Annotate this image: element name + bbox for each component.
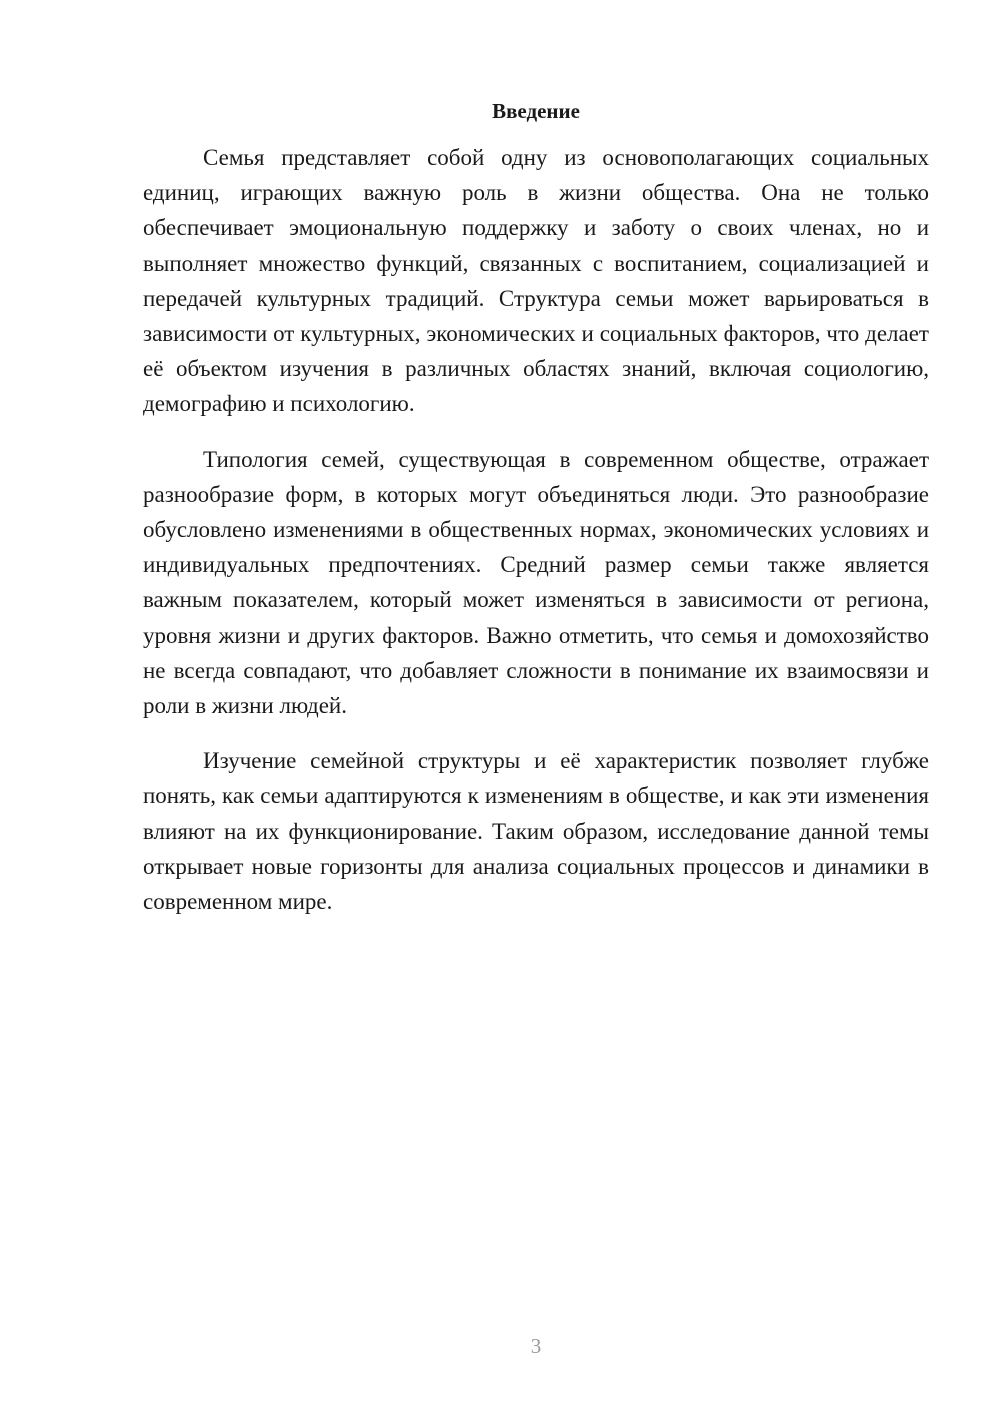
section-title: Введение: [492, 99, 580, 123]
paragraph: Семья представляет собой одну из основополагающих социальных единиц, играющих важную роль в жизни общества. Она не только обеспечивает эмоциональную поддержку и заботу о своих членах, но и выполняет множество функций, связанных с воспитанием, социализацией и передачей культурных традиций. Структура семьи может варьироваться в зависимости от культурных, экономических и социальных факторов, что делает её объектом изучения в различных областях знаний, включая социологию, демографию и психологию.: [143, 145, 929, 417]
page-content: [143, 95, 929, 939]
paragraph: Изучение семейной структуры и её характеристик позволяет глубже понять, как семьи адаптируются к изменениям в обществе, и как эти изменения влияют на их функционирование. Таким образом, исследование данной темы открывает новые горизонты для анализа социальных процессов и динамики в современном мире.: [143, 748, 929, 915]
page-number: 3: [530, 1334, 542, 1358]
paragraph: Типология семей, существующая в современном обществе, отражает разнообразие форм, в которых могут объединяться люди. Это разнообразие обусловлено изменениями в общественных нормах, экономических условиях и индивидуальных предпочтениях. Средний размер семьи также является важным показателем, который может изменяться в зависимости от региона, уровня жизни и других факторов. Важно отметить, что семья и домохозяйство не всегда совпадают, что добавляет сложности в понимание их взаимосвязи и роли в жизни людей.: [143, 446, 929, 719]
